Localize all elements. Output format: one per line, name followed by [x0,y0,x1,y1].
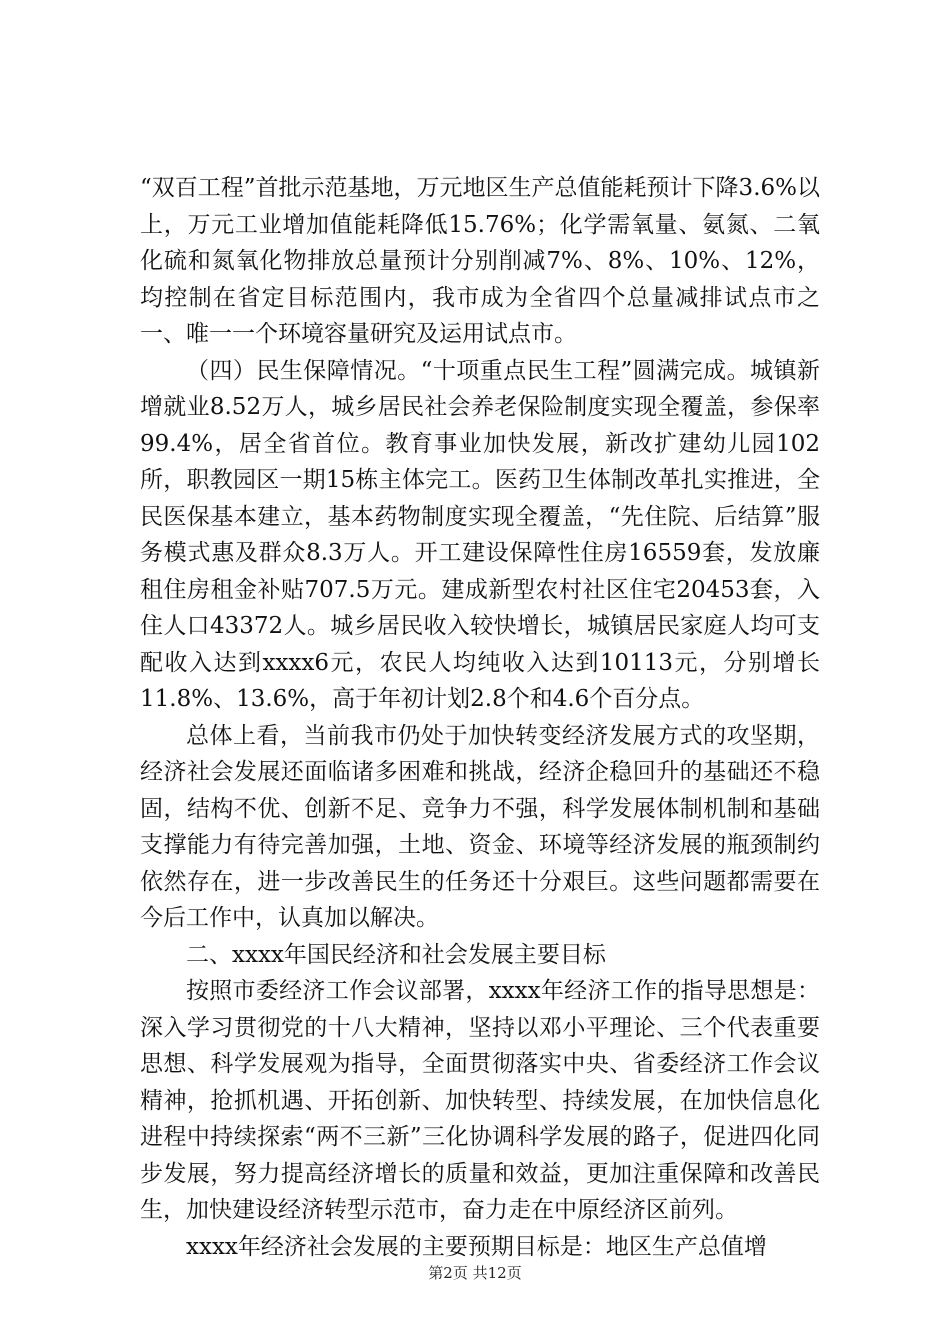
paragraph-summary: 总体上看，当前我市仍处于加快转变经济发展方式的攻坚期，经济社会发展还面临诸多困难和挑战，经济企稳回升的基础还不稳固，结构不优、创新不足、竞争力不强，科学发展体制机制和基础支撑能力有待完善加强，土地、资金、环境等经济发展的瓶颈制约依然存在，进一步改善民生的任务还十分艰巨。这些问题都需要在今后工作中，认真加以解决。 [140,722,820,931]
section-heading: 二、xxxx年国民经济和社会发展主要目标 [186,941,606,968]
paragraph-continuation: “双百工程”首批示范基地，万元地区生产总值能耗预计下降3.6%以上，万元工业增加值能耗降低15.76%；化学需氧量、氨氮、二氧化硫和氮氧化物排放总量预计分别削减7%、8%、10%、12%，均控制在省定目标范围内，我市成为全省四个总量减排试点市之一、唯一一个环境容量研究及运用试点市。 [140,175,820,347]
paragraph-guiding-thought: 按照市委经济工作会议部署，xxxx年经济工作的指导思想是：深入学习贯彻党的十八大精神，坚持以邓小平理论、三个代表重要思想、科学发展观为指导，全面贯彻落实中央、省委经济工作会议精神，抢抓机遇、开拓创新、加快转型、持续发展，在加快信息化进程中持续探索“两不三新”三化协调科学发展的路子，促进四化同步发展，努力提高经济增长的质量和效益，更加注重保障和改善民生，加快建设经济转型示范市，奋力走在中原经济区前列。 [140,978,820,1223]
page-footer: 第2页 共12页 [428,1264,522,1282]
paragraph-targets: xxxx年经济社会发展的主要预期目标是：地区生产总值增 [186,1233,767,1260]
paragraph-livelihood: （四）民生保障情况。“十项重点民生工程”圆满完成。城镇新增就业8.52万人，城乡居民社会养老保险制度实现全覆盖，参保率99.4%，居全省首位。教育事业加快发展，新改扩建幼儿园102所，职教园区一期15栋主体完工。医药卫生体制改革扎实推进，全民医保基本建立，基本药物制度实现全覆盖，“先住院、后结算”服务模式惠及群众8.3万人。开工建设保障性住房16559套，发放廉租住房租金补贴707.5万元。建成新型农村社区住宅20453套，入住人口43372人。城乡居民收入较快增长，城镇居民家庭人均可支配收入达到xxxx6元，农民人均纯收入达到10113元，分别增长11.8%、13.6%，高于年初计划2.8个和4.6个百分点。 [140,357,820,712]
document-body [140,170,820,1265]
